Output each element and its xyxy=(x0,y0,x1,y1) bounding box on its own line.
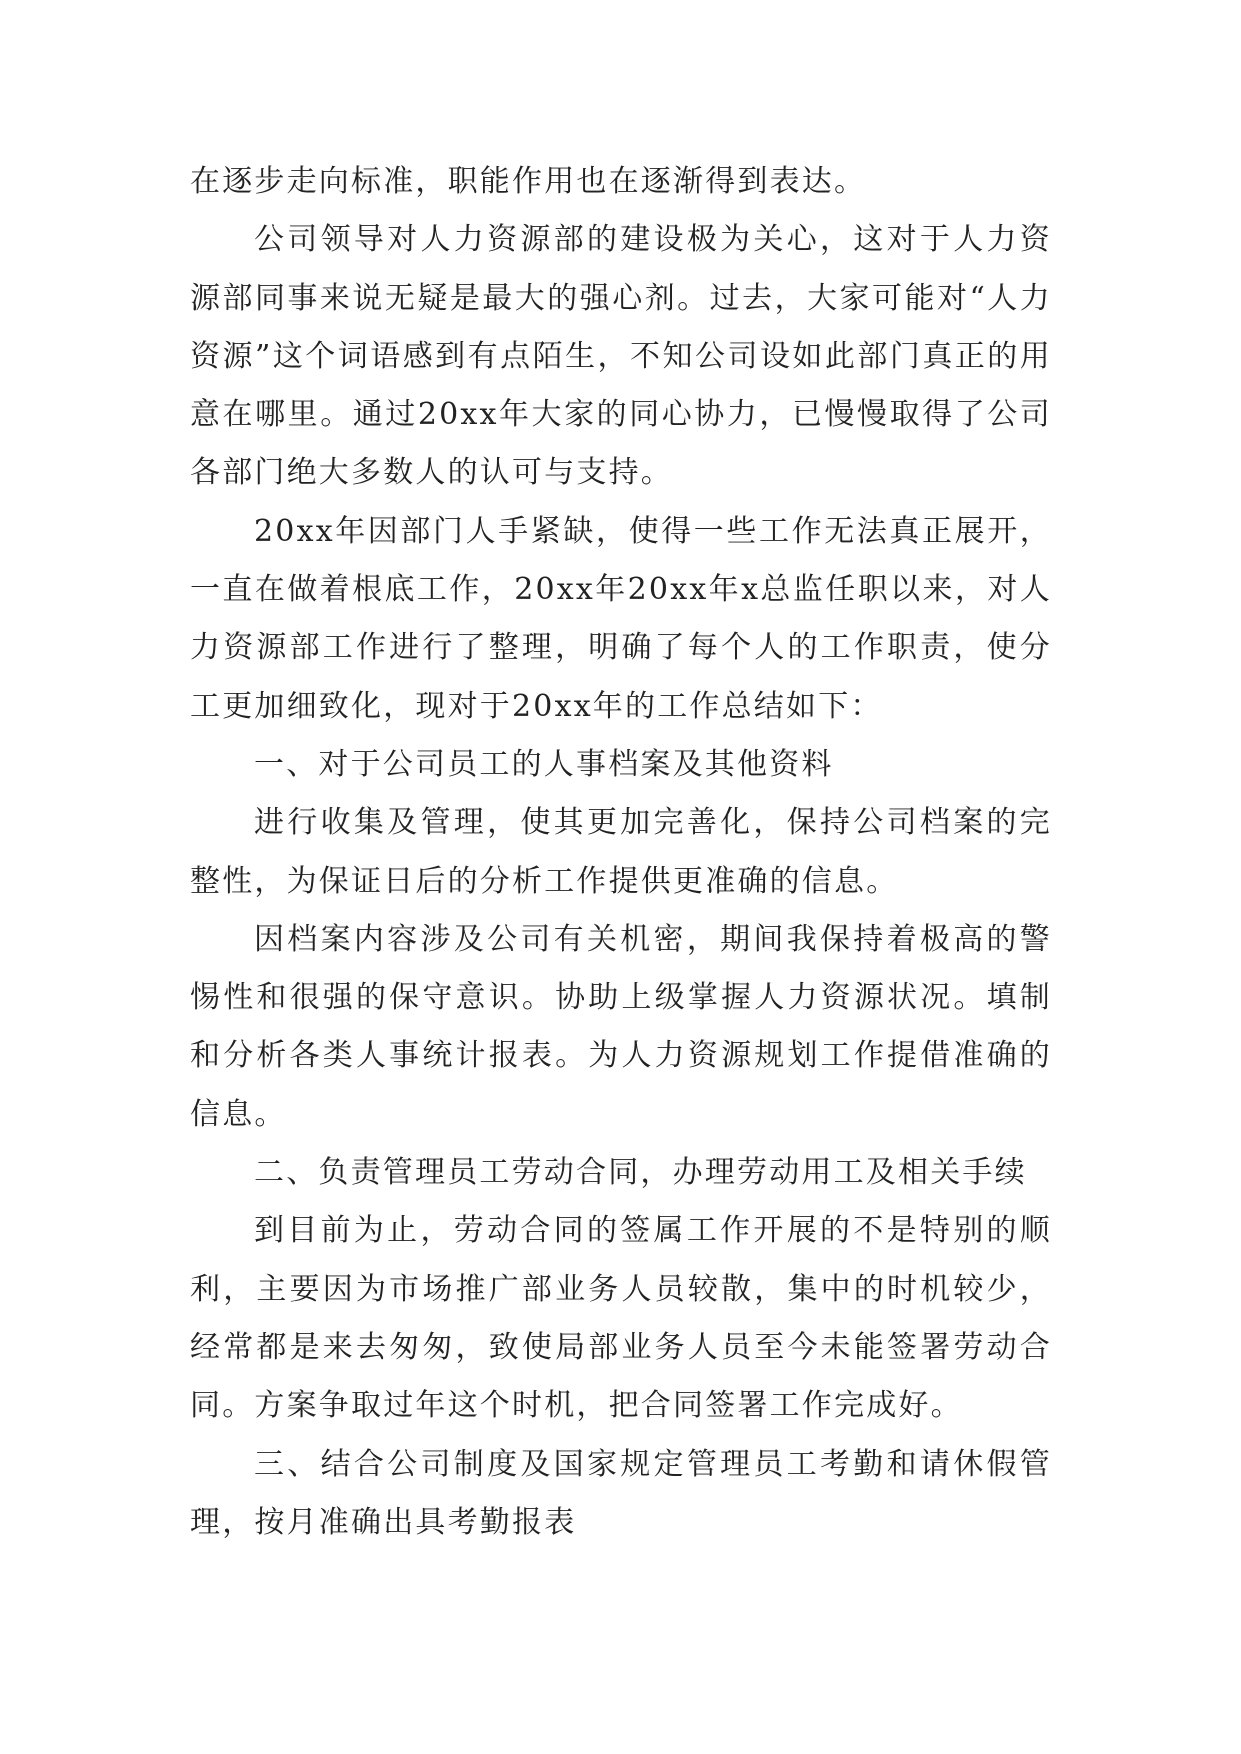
section-heading-2: 二、负责管理员工劳动合同，办理劳动用工及相关手续 xyxy=(254,1155,1027,1191)
paragraph-2: 公司领导对人力资源部的建设极为关心，这对于人力资源部同事来说无疑是最大的强心剂。过去，大家可能对“人力资源”这个词语感到有点陌生，不知公司设如此部门真正的用意在哪里。通过20xx年大家的同心协力，已慢慢取得了公司各部门绝大多数人的认可与支持。 xyxy=(190,222,1052,491)
section-heading-3: 三、结合公司制度及国家规定管理员工考勤和请休假管理，按月准确出具考勤报表 xyxy=(190,1446,1052,1540)
document-body xyxy=(190,153,1052,1552)
paragraph-4: 进行收集及管理，使其更加完善化，保持公司档案的完整性，为保证日后的分析工作提供更准确的信息。 xyxy=(190,805,1052,899)
paragraph-3: 20xx年因部门人手紧缺，使得一些工作无法真正展开，一直在做着根底工作，20xx年20xx年x总监任职以来，对人力资源部工作进行了整理，明确了每个人的工作职责，使分工更加细致化，现对于20xx年的工作总结如下： xyxy=(190,513,1052,724)
section-heading-1: 一、对于公司员工的人事档案及其他资料 xyxy=(254,746,834,782)
paragraph-1: 在逐步走向标准，职能作用也在逐渐得到表达。 xyxy=(190,164,867,199)
paragraph-5: 因档案内容涉及公司有关机密，期间我保持着极高的警惕性和很强的保守意识。协助上级掌握人力资源状况。填制和分析各类人事统计报表。为人力资源规划工作提借准确的信息。 xyxy=(190,921,1052,1132)
paragraph-6: 到目前为止，劳动合同的签属工作开展的不是特别的顺利，主要因为市场推广部业务人员较散，集中的时机较少，经常都是来去匆匆，致使局部业务人员至今未能签署劳动合同。方案争取过年这个时机，把合同签署工作完成好。 xyxy=(190,1213,1052,1424)
